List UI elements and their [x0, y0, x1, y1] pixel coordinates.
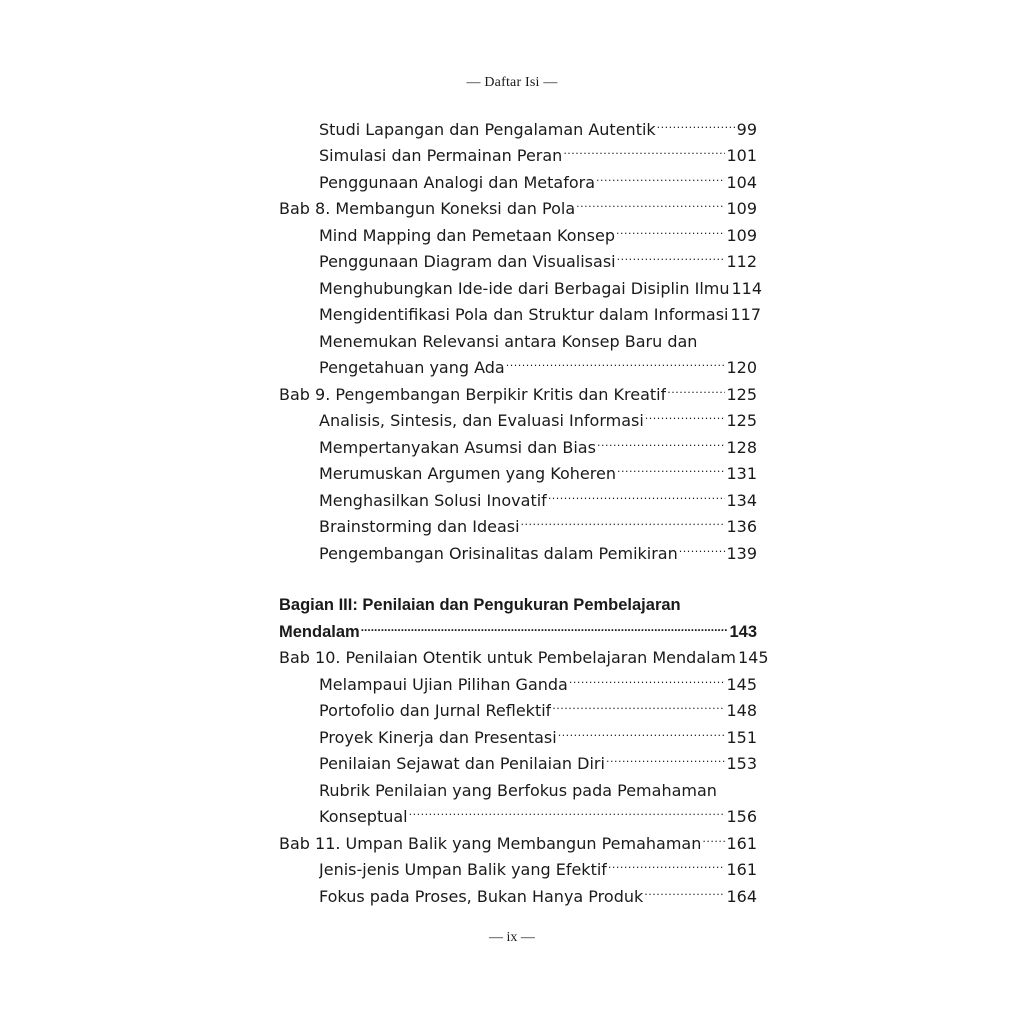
toc-leader-dots: [409, 796, 726, 823]
toc-leader-dots: [563, 135, 725, 162]
toc-leader-dots: [698, 320, 756, 347]
toc-entry-title: Menemukan Relevansi antara Konsep Baru dan: [319, 331, 698, 351]
table-of-contents: [279, 108, 769, 906]
toc-leader-dots: [679, 532, 726, 559]
toc-entry-page: 104: [726, 172, 757, 192]
toc-leader-dots: [521, 506, 726, 533]
toc-entry-title: Mind Mapping dan Pemetaan Konsep: [319, 225, 615, 245]
toc-leader-dots: [506, 347, 726, 374]
toc-entry: [279, 108, 757, 139]
toc-entry-page: 145: [737, 648, 769, 667]
toc-entry-title: Bagian III: Penilaian dan Pengukuran Pembelajaran: [279, 596, 681, 614]
toc-entry-page: 143: [729, 622, 757, 641]
toc-entry-page: 139: [726, 543, 757, 563]
toc-entry-page: 156: [726, 807, 757, 826]
toc-leader-dots: [576, 188, 725, 215]
toc-entry-page: 161: [726, 833, 757, 853]
toc-leader-dots: [606, 743, 726, 770]
toc-entry-title: Brainstorming dan Ideasi: [319, 517, 520, 536]
toc-entry-page: 148: [726, 701, 757, 720]
toc-entry-title: Merumuskan Argumen yang Koheren: [319, 464, 616, 483]
toc-entry-page: 164: [726, 886, 757, 906]
toc-entry-page: 101: [726, 146, 757, 165]
toc-leader-dots: [617, 453, 725, 480]
toc-entry-page: 145: [726, 674, 757, 694]
toc-entry-title: Bab 8. Membangun Koneksi dan Pola: [279, 199, 576, 218]
toc-leader-dots: [718, 769, 756, 796]
toc-leader-dots: [667, 373, 725, 400]
toc-entry-page: 125: [726, 384, 757, 404]
toc-entry-page: 128: [726, 437, 757, 457]
toc-entry-title: Penilaian Sejawat dan Penilaian Diri: [319, 754, 605, 773]
toc-leader-dots: [645, 400, 726, 427]
toc-entry-page: 109: [726, 225, 757, 245]
toc-entry-title: Melampaui Ujian Pilihan Ganda: [319, 674, 568, 694]
toc-entry-title: Menghasilkan Solusi Inovatif: [319, 490, 547, 510]
toc-entry-title: Portofolio dan Jurnal Reflektif: [319, 701, 552, 720]
toc-entry-title: Bab 10. Penilaian Otentik untuk Pembelajaran Mendalam: [279, 648, 736, 667]
toc-entry-title: Bab 11. Umpan Balik yang Membangun Pemahaman: [279, 833, 702, 853]
toc-entry-page: 117: [730, 305, 762, 324]
toc-leader-dots: [616, 214, 725, 241]
toc-entry-title: Proyek Kinerja dan Presentasi: [319, 727, 557, 747]
toc-entry-title: Penggunaan Diagram dan Visualisasi: [319, 252, 616, 271]
toc-entry-page: 136: [726, 517, 757, 536]
toc-leader-dots: [644, 875, 725, 902]
toc-entry-page: 114: [731, 278, 763, 298]
toc-leader-dots: [569, 663, 726, 690]
toc-entry-title: Mempertanyakan Asumsi dan Bias: [319, 437, 596, 457]
toc-entry-page: 112: [726, 252, 757, 271]
toc-entry-title: Rubrik Penilaian yang Berfokus pada Pemahaman: [319, 780, 717, 800]
toc-part-heading: [279, 584, 757, 614]
toc-leader-dots: [558, 716, 726, 743]
toc-leader-dots: [361, 610, 729, 637]
toc-leader-dots: [682, 584, 756, 611]
toc-leader-dots: [657, 108, 736, 135]
toc-leader-dots: [548, 479, 726, 506]
running-header: — Daftar Isi —: [466, 75, 558, 90]
toc-entry-page: 109: [726, 199, 757, 218]
toc-entry-title: Studi Lapangan dan Pengalaman Autentik: [319, 119, 656, 139]
toc-leader-dots: [596, 161, 725, 188]
toc-entry-title: Mengidentifikasi Pola dan Struktur dalam Informasi: [319, 305, 729, 324]
toc-entry-page: 125: [726, 411, 757, 430]
toc-entry-title: Analisis, Sintesis, dan Evaluasi Informasi: [319, 411, 644, 430]
toc-entry-title: Pengembangan Orisinalitas dalam Pemikiran: [319, 543, 678, 563]
toc-entry-title: Mendalam: [279, 622, 360, 641]
toc-entry-title: Simulasi dan Permainan Peran: [319, 146, 563, 165]
toc-leader-dots: [702, 822, 725, 849]
toc-entry-title: Jenis-jenis Umpan Balik yang Efektif: [319, 860, 607, 879]
toc-leader-dots: [608, 849, 726, 876]
toc-leader-dots: [617, 241, 726, 268]
toc-entry-title: Menghubungkan Ide-ide dari Berbagai Disiplin Ilmu: [319, 278, 730, 298]
toc-entry-title: Fokus pada Proses, Bukan Hanya Produk: [319, 886, 644, 906]
page-number-footer: — ix —: [489, 930, 535, 945]
toc-entry-title: Penggunaan Analogi dan Metafora: [319, 172, 596, 192]
toc-leader-dots: [552, 690, 725, 717]
toc-entry-page: 131: [726, 464, 757, 483]
toc-entry-title: Konseptual: [319, 807, 408, 826]
toc-entry-page: 99: [736, 119, 757, 139]
toc-entry-title: Bab 9. Pengembangan Berpikir Kritis dan Kreatif: [279, 384, 667, 404]
toc-entry-page: 161: [726, 860, 757, 879]
toc-entry-page: 153: [726, 754, 757, 773]
toc-entry-page: 151: [726, 727, 757, 747]
toc-entry-title: Pengetahuan yang Ada: [319, 358, 505, 377]
toc-entry-page: 120: [726, 358, 757, 377]
toc-leader-dots: [597, 426, 726, 453]
toc-entry-page: 134: [726, 490, 757, 510]
